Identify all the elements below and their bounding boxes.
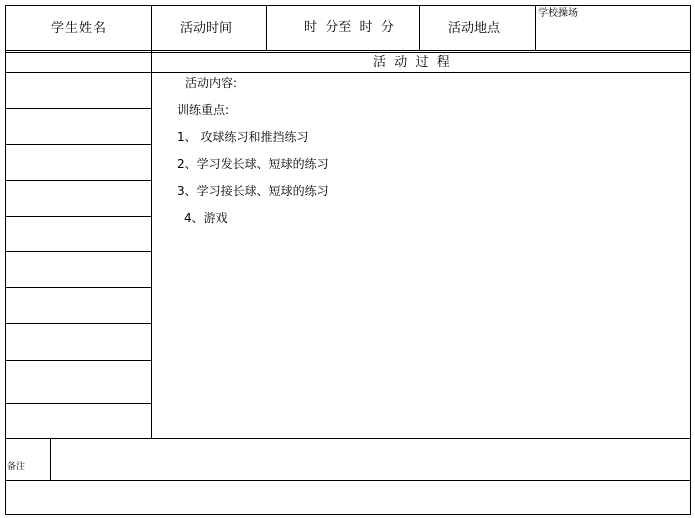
activity-time-label: 活动时间 — [180, 21, 233, 36]
focus-label: 训练重点: — [177, 103, 230, 117]
student-name-label: 学生姓名 — [51, 21, 108, 36]
process-item: 3、学习接长球、短球的练习 — [177, 184, 329, 198]
process-title: 活 动 过 程 — [373, 55, 450, 70]
place-value: 学校操场 — [538, 8, 578, 19]
activity-place-label: 活动地点 — [448, 21, 501, 36]
process-item: 4、游戏 — [184, 211, 228, 225]
process-item: 2、学习发长球、短球的练习 — [177, 157, 329, 171]
content-label: 活动内容: — [185, 76, 238, 90]
process-item: 1、 攻球练习和推挡练习 — [177, 130, 309, 144]
remarks-label: 备注 — [7, 462, 26, 472]
time-value: 时 分至 时 分 — [304, 20, 394, 35]
